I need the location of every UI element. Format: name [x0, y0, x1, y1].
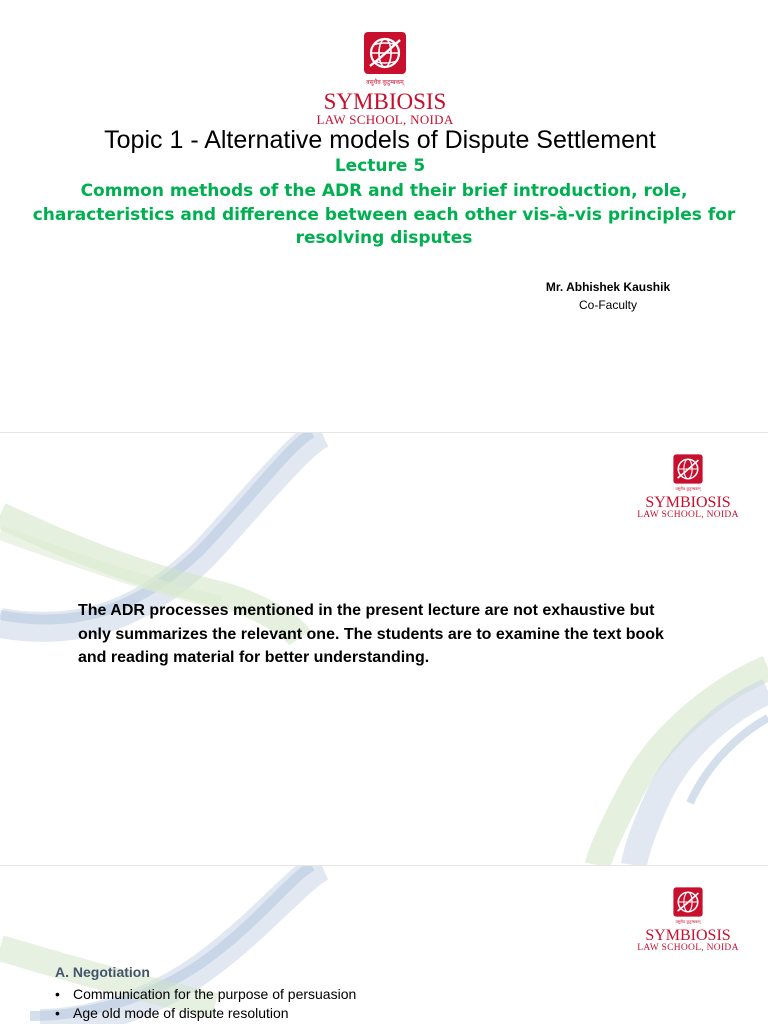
- presenter-name: Mr. Abhishek Kaushik: [545, 280, 671, 294]
- globe-emblem-icon: [672, 453, 704, 485]
- logo-subtitle: LAW SCHOOL, NOIDA: [637, 510, 739, 520]
- symbiosis-logo: [300, 30, 470, 127]
- list-item-text: Communication for the purpose of persuasion: [73, 986, 357, 1002]
- globe-emblem-icon: [672, 886, 704, 918]
- logo-name: SYMBIOSIS: [323, 89, 447, 114]
- presenter-role: Co-Faculty: [578, 298, 637, 312]
- list-item: [55, 985, 356, 1004]
- logo-subtitle: LAW SCHOOL, NOIDA: [637, 943, 739, 953]
- logo-motto: वसुधैव कुटुम्बकम्: [366, 79, 404, 86]
- bullet-icon: •: [55, 1005, 60, 1021]
- list-item: [55, 1004, 356, 1023]
- slide-negotiation: [0, 866, 768, 1024]
- lecture-subtitle: Common methods of the ADR and their brief introduction, role, characteristics and difference between each other vis-à-vis principles for resolving disputes: [32, 181, 736, 248]
- lecture-number: Lecture 5: [334, 156, 426, 176]
- bullet-icon: •: [55, 986, 60, 1002]
- symbiosis-logo: [628, 453, 748, 521]
- bullet-list: [55, 985, 356, 1023]
- slide-title: [0, 0, 768, 432]
- logo-subtitle: LAW SCHOOL, NOIDA: [316, 112, 454, 127]
- logo-motto: वसुधैव कुटुम्बकम्: [675, 919, 701, 924]
- symbiosis-logo: [628, 886, 748, 954]
- logo-name: SYMBIOSIS: [645, 494, 731, 511]
- lecture-note: The ADR processes mentioned in the present lecture are not exhaustive but only summarizes the relevant one. The students are to examine the text book and reading material for better understanding.: [78, 602, 664, 666]
- slide-title-text: Topic 1 - Alternative models of Dispute Settlement: [104, 126, 656, 154]
- logo-motto: वसुधैव कुटुम्बकम्: [675, 486, 701, 491]
- globe-emblem-icon: [362, 30, 408, 76]
- logo-name: SYMBIOSIS: [645, 927, 731, 944]
- section-heading: A. Negotiation: [55, 964, 150, 980]
- list-item-text: Age old mode of dispute resolution: [73, 1005, 289, 1021]
- slide-note: [0, 433, 768, 865]
- presenter-block: [528, 278, 688, 314]
